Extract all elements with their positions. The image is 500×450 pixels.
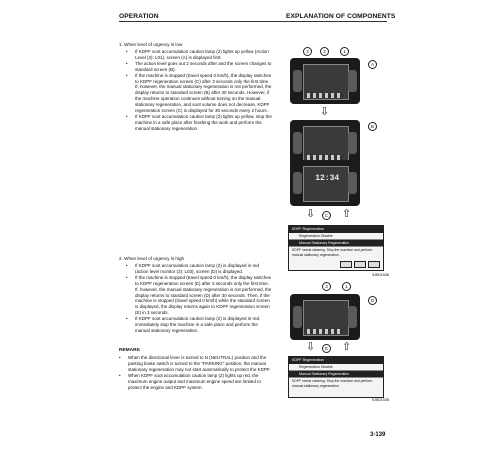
menu-row-selected: Manual Stationary Regeneration: [289, 371, 383, 378]
gauge-left: [293, 306, 302, 328]
kdpf-screen-C: [288, 225, 384, 271]
label-E: E: [322, 344, 331, 353]
gauge-right: [348, 70, 357, 92]
function-buttons: [340, 261, 380, 268]
figure-id: 9JB01535: [372, 398, 390, 402]
figure-id: 9JB01536: [372, 273, 390, 277]
gauge-left: [293, 132, 302, 154]
arrow-down-icon: ⇩: [306, 341, 316, 353]
gauge-right: [348, 172, 357, 194]
menu-row: Regeneration Disable: [289, 364, 383, 371]
header-right: EXPLANATION OF COMPONENTS: [286, 13, 396, 20]
menu-row-selected: Manual Stationary Regeneration: [289, 240, 383, 247]
menu-row: Regeneration Disable: [289, 233, 383, 240]
header-rule: [119, 21, 387, 22]
screen-message: KDPF needs cleaning. Stop the machine and perform manual stationary regeneration.: [292, 379, 373, 388]
monitor-screen: [303, 166, 350, 203]
section2-bullet: • If KDPF soot accumulation caution lamp (2) is displayed in red (action level monitor (3): L03), screen (D) is displayed.: [126, 263, 272, 275]
section1-bullet: • The action level goes out 2 seconds after and the screen changes to standard screen (B).: [126, 61, 272, 73]
screen-message: KDPF needs cleaning. Stop the machine and perform manual stationary regeneration.: [292, 248, 373, 257]
section1-bullet: • If the machine is stopped (travel speed 0 km/h), the display switches to KDPF regeneration screen (C) after 3 seconds only the first time. If, however, the manual stationary regeneration is not performed, the display returns to standard screen (B) after 30 seconds. However, if the machine operation continues without turning on the manual stationary regeneration, and soot volume does not decrease, KDPF regeneration screen (C) is displayed for 30 seconds every 2 hours.: [126, 73, 272, 114]
callout-3: 3: [303, 47, 312, 56]
label-C: C: [322, 211, 331, 220]
monitor-panel-D: [290, 294, 360, 340]
clock-display: 12:34: [315, 173, 340, 183]
label-A: A: [368, 60, 377, 69]
callout-2: 2: [320, 47, 329, 56]
label-B: B: [368, 122, 377, 131]
remark-bullet: • When the directional lever is turned to N (NEUTRAL) position and the parking brake switch is turned to the "PARKING" position, the manual stationary regeneration may not start automatically to protect the KDPF.: [119, 355, 273, 373]
arrow-up-icon: ⇧: [342, 341, 352, 353]
indicator-row: [307, 155, 343, 160]
remark-bullet: • When KDPF soot accumulation caution lamp (2) lights up red, the maximum engine output and maximum engine speed are limited to protect the engine and KDPF system.: [119, 373, 273, 391]
indicator-row: [307, 93, 343, 98]
callout-3: 3: [322, 282, 331, 291]
screen-title: KDPF Regeneration: [289, 226, 383, 233]
header-left: OPERATION: [119, 13, 159, 20]
callout-1: 1: [342, 282, 351, 291]
arrow-up-icon: ⇧: [342, 208, 352, 220]
section1-bullet: • If KDPF soot accumulation caution lamp (2) lights up yellow, stop the machine in a safe place after finishing the work and perform the manual stationary regeneration.: [126, 114, 272, 132]
indicator-row: [307, 329, 343, 334]
label-D: D: [368, 296, 377, 305]
gauge-left: [293, 172, 302, 194]
screen-title: KDPF Regeneration: [289, 357, 383, 364]
gauge-right: [348, 132, 357, 154]
callout-1: 1: [340, 47, 349, 56]
gauge-left: [293, 70, 302, 92]
remark-list: [119, 355, 273, 390]
gauge-right: [348, 306, 357, 328]
remark-title: REMARK: [119, 348, 141, 353]
page-number: 3-139: [370, 432, 386, 438]
section1-bullet: • If KDPF soot accumulation caution lamp (2) lights up yellow (Action Level (3): L01), screen (A) is displayed first.: [126, 49, 272, 61]
section2-list: [126, 263, 272, 334]
section2-title: 2. When level of urgency is high: [119, 256, 185, 261]
section2-bullet: • If the machine is stopped (travel speed 0 km/h), the display switches to KDPF regeneration screen (E) after 3 seconds only the first time. If, however, the manual stationary regeneration is not performed, the display returns to standard screen (D) after 30 seconds. Then, if the machine is stopped (travel speed 0 km/h) while the standard screen is displayed, the display returns again to KDPF regeneration screen (E) in 3 seconds.: [126, 275, 272, 316]
kdpf-screen-E: [288, 356, 384, 398]
monitor-panel-A: [290, 58, 360, 104]
arrow-down-icon: ⇩: [306, 208, 316, 220]
arrow-down-icon: ⇩: [320, 106, 330, 118]
monitor-panel-B2: [290, 160, 360, 206]
section1-list: [126, 49, 272, 132]
section2-bullet: • If KDPF soot accumulation caution lamp (2) is displayed in red, immediately stop the machine in a safe place and perform the manual stationary regeneration.: [126, 316, 272, 334]
section1-title: 1. When level of urgency is low: [119, 42, 183, 47]
